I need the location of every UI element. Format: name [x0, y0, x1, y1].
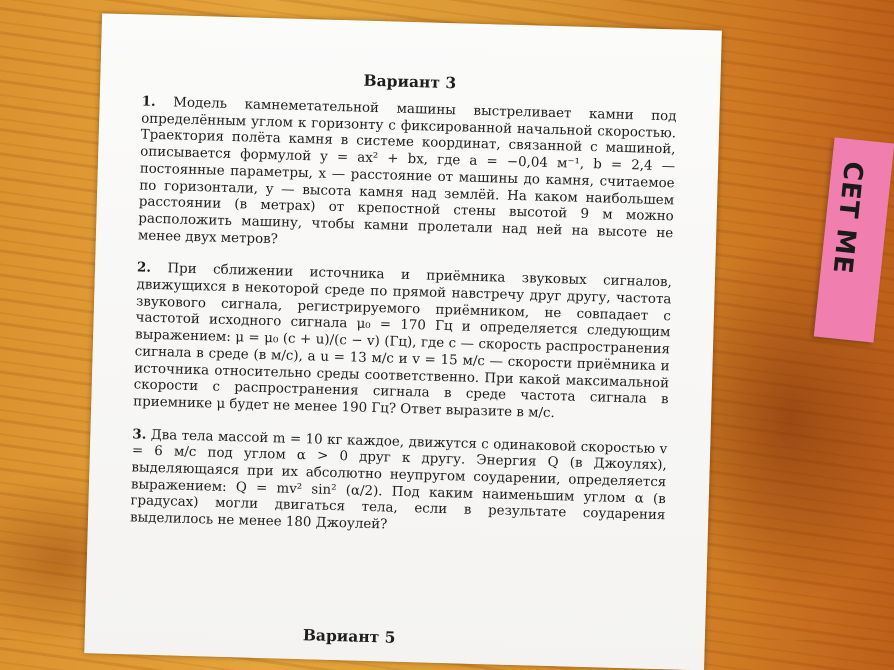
problem-3-text: Два тела массой m = 10 кг каждое, движутся с одинаковой скоростью v = 6 м/с под углом α > 0 друг к другу. Энергия Q (в Джоулях), выделяющаяся при их абсолютно неупругом соударении, определяется выражением: Q = mv² sin² (α/2). Под каким наименьшим углом α (в градусах) могли двигаться тела, если в результате соударения выделилось не менее 180 Джоулей?: [129, 427, 672, 533]
problem-1-text: Модель камнеметательной машины выстреливает камни под определённым углом к горизонту с фиксированной начальной скоростью. Траектория полёта камня в системе координат, связанной с машиной, описывается формулой y = ax² + bx, где a = −0,04 м⁻¹, b = 2,4 — постоянные параметры, x — расстояние от машины до камня, считаемое по горизонтали, y — высота камня над землёй. На каком наибольшем расстоянии (в метрах) от крепостной стены высотой 9 м можно расположить машину, чтобы камни пролетали над ней на высоте не менее двух метров?: [137, 94, 681, 247]
exam-sheet: [84, 13, 722, 670]
sheet-content: [129, 64, 681, 557]
problem-2-text: При сближении источника и приёмника звуковых сигналов, движущихся в некоторой среде по прямой навстречу друг другу, частота звукового сигнала, регистрируемого приёмником, не совпадает с частотой исходного сигнала μ₀ = 170 Гц и определяется следующим выражением: μ = μ₀ (c + u)/(c − v) (Гц), где c — скорость распространения сигнала в среде (в м/с), а u = 13 м/с и v = 15 м/с — скорости приёмника и источника относительно среды соответственно. При какой максимальной скорости c распространения сигнала в среде частота сигнала в приемнике μ будет не менее 190 Гц? Ответ выразите в м/с.: [133, 261, 677, 422]
pink-sticky-note: [814, 137, 894, 342]
next-variant-heading: Вариант 5: [302, 625, 396, 647]
problem-2-number: 2.: [136, 259, 152, 277]
problem-1-number: 1.: [141, 93, 156, 110]
problem-1: [137, 93, 681, 259]
problem-3-number: 3.: [132, 426, 147, 443]
variant-title: Вариант 3: [363, 70, 457, 93]
sticky-note-text: СЕТ МЕ: [826, 159, 869, 276]
problem-3: [129, 426, 672, 542]
problem-2: [133, 259, 677, 426]
